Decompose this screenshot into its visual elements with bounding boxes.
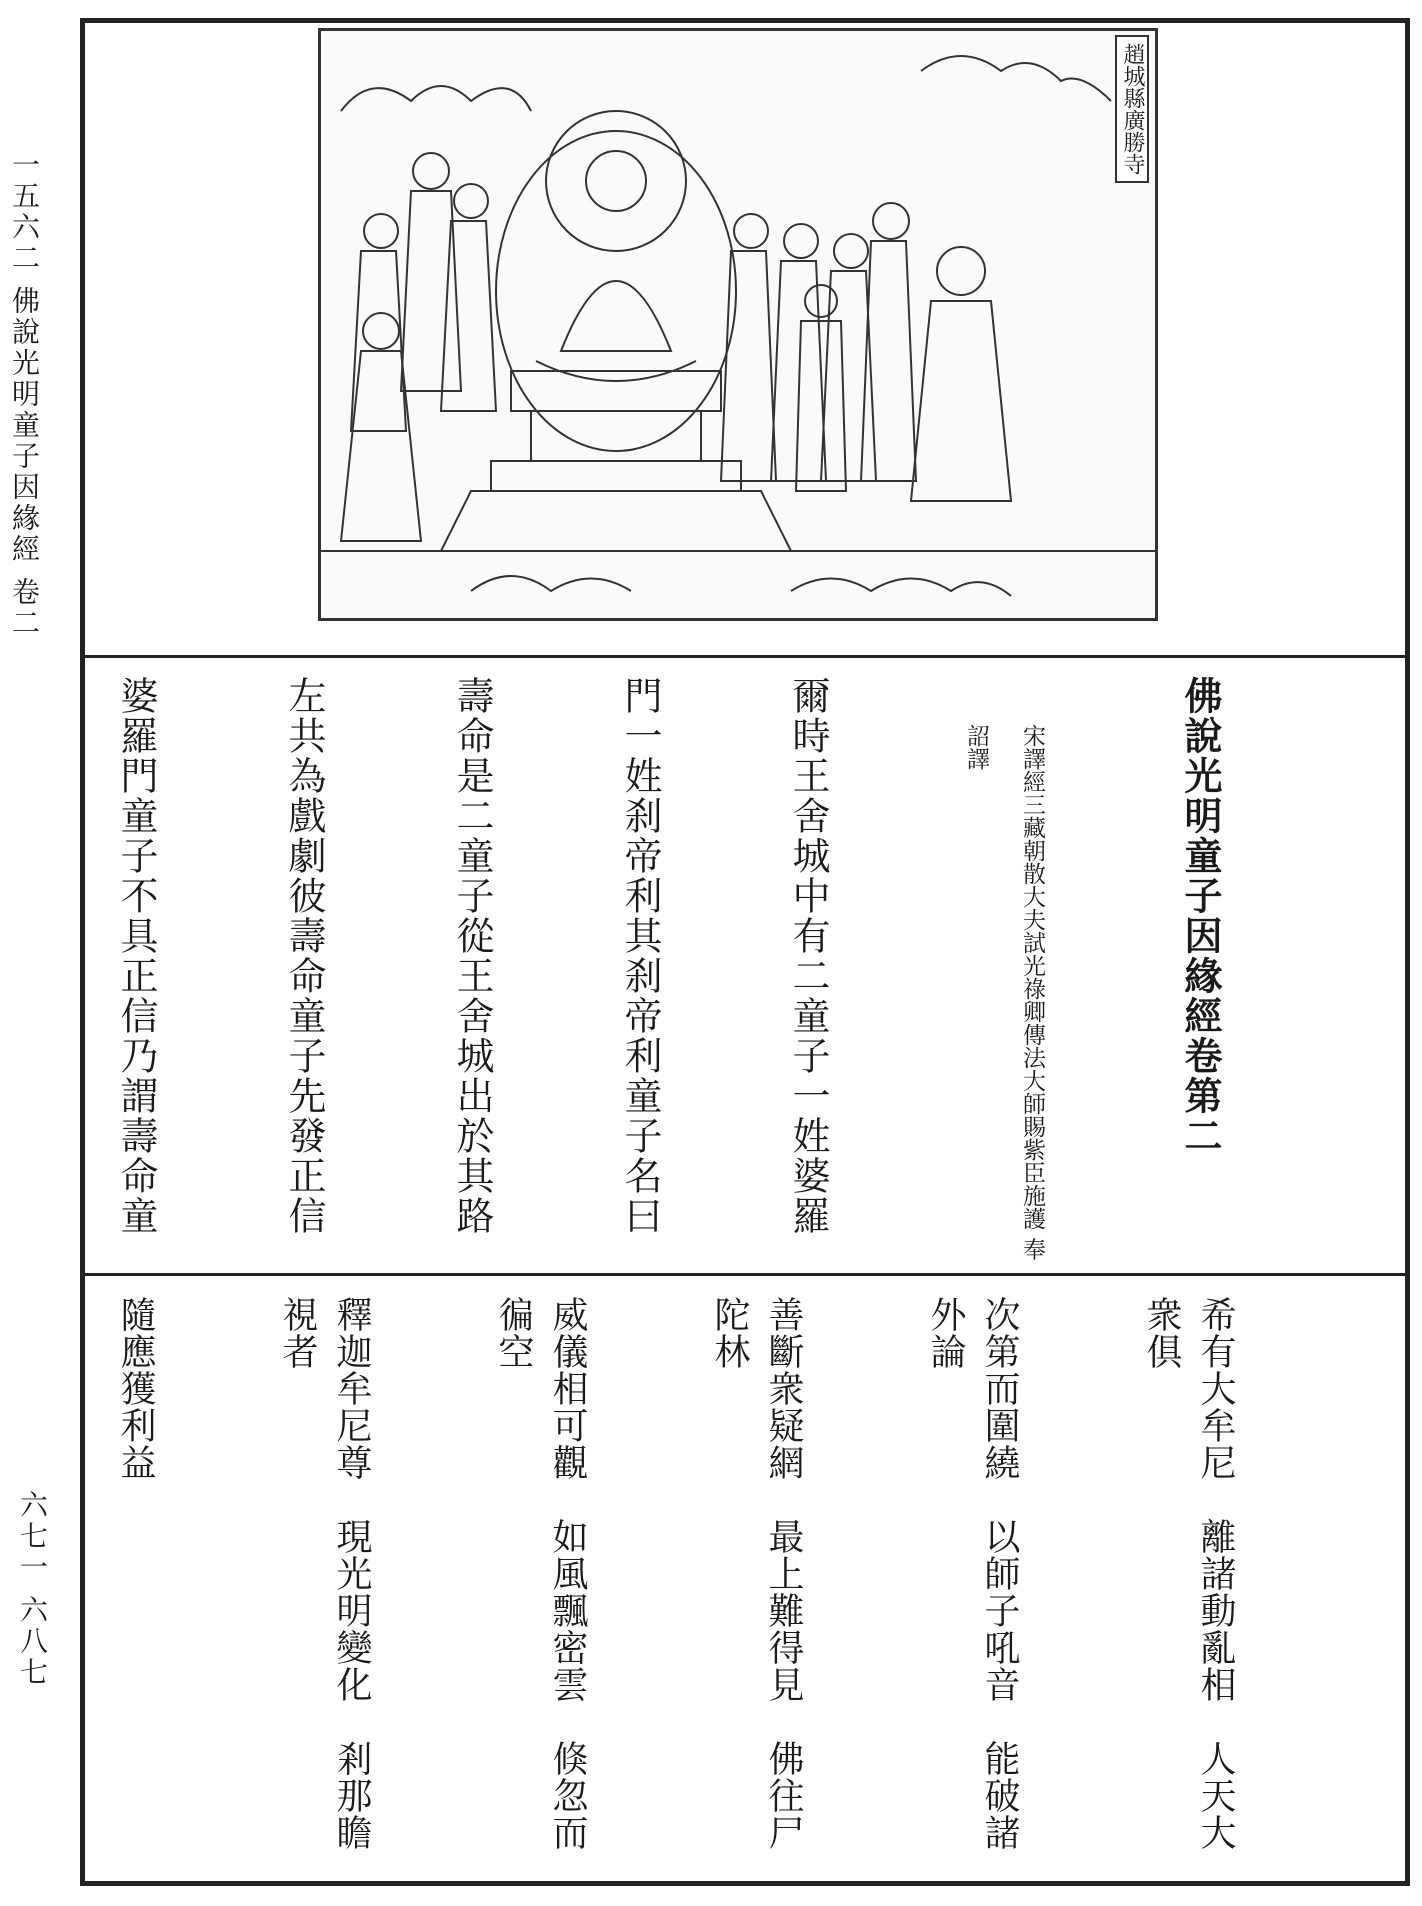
translator-credit	[948, 676, 1060, 1266]
right-margin-page-number: 六七一 六八七	[16, 1490, 49, 1688]
woodblock-illustration	[318, 28, 1158, 621]
divider-top	[80, 655, 1410, 658]
translator-name: 宋譯經三藏朝散大夫試光祿卿傳法大師賜紫臣	[1019, 724, 1045, 1184]
verse-line: 善斷衆疑網 最上難得見 佛往尸陀林	[709, 1296, 804, 1851]
text-line: 左共為戲劇彼壽命童子先發正信	[282, 676, 326, 1236]
buddha-assembly-illustration	[321, 31, 1155, 618]
text-line: 門一姓刹帝利其刹帝利童子名曰	[618, 676, 662, 1236]
left-margin-header: 一五六二 佛說光明童子因緣經 卷二	[8, 150, 41, 639]
divider-bottom	[80, 1273, 1410, 1276]
verse-line: 釋迦牟尼尊 現光明變化 剎那瞻視者	[277, 1296, 372, 1851]
verse-line: 威儀相可觀 如風飄密雲 倏忽而徧空	[493, 1296, 588, 1851]
verse-line: 隨應獲利益	[115, 1296, 156, 1481]
middle-text-panel	[114, 676, 1340, 1268]
translator-suffix: 施護 奉 詔譯	[963, 724, 1045, 1268]
verse-line: 次第而圍繞 以師子吼音 能破諸外論	[925, 1296, 1020, 1851]
bottom-text-panel	[115, 1296, 1350, 1866]
illustration-caption: 趙城縣廣勝寺	[1115, 35, 1149, 183]
text-line: 爾時王舍城中有二童子一姓婆羅	[786, 676, 830, 1236]
text-line: 壽命是二童子從王舍城出於其路	[450, 676, 494, 1236]
text-line: 婆羅門童子不具正信乃謂壽命童	[114, 676, 158, 1236]
verse-line: 希有大牟尼 離諸動亂相 人天大衆俱	[1141, 1296, 1236, 1851]
sutra-title: 佛說光明童子因緣經卷第二	[1178, 676, 1223, 1156]
